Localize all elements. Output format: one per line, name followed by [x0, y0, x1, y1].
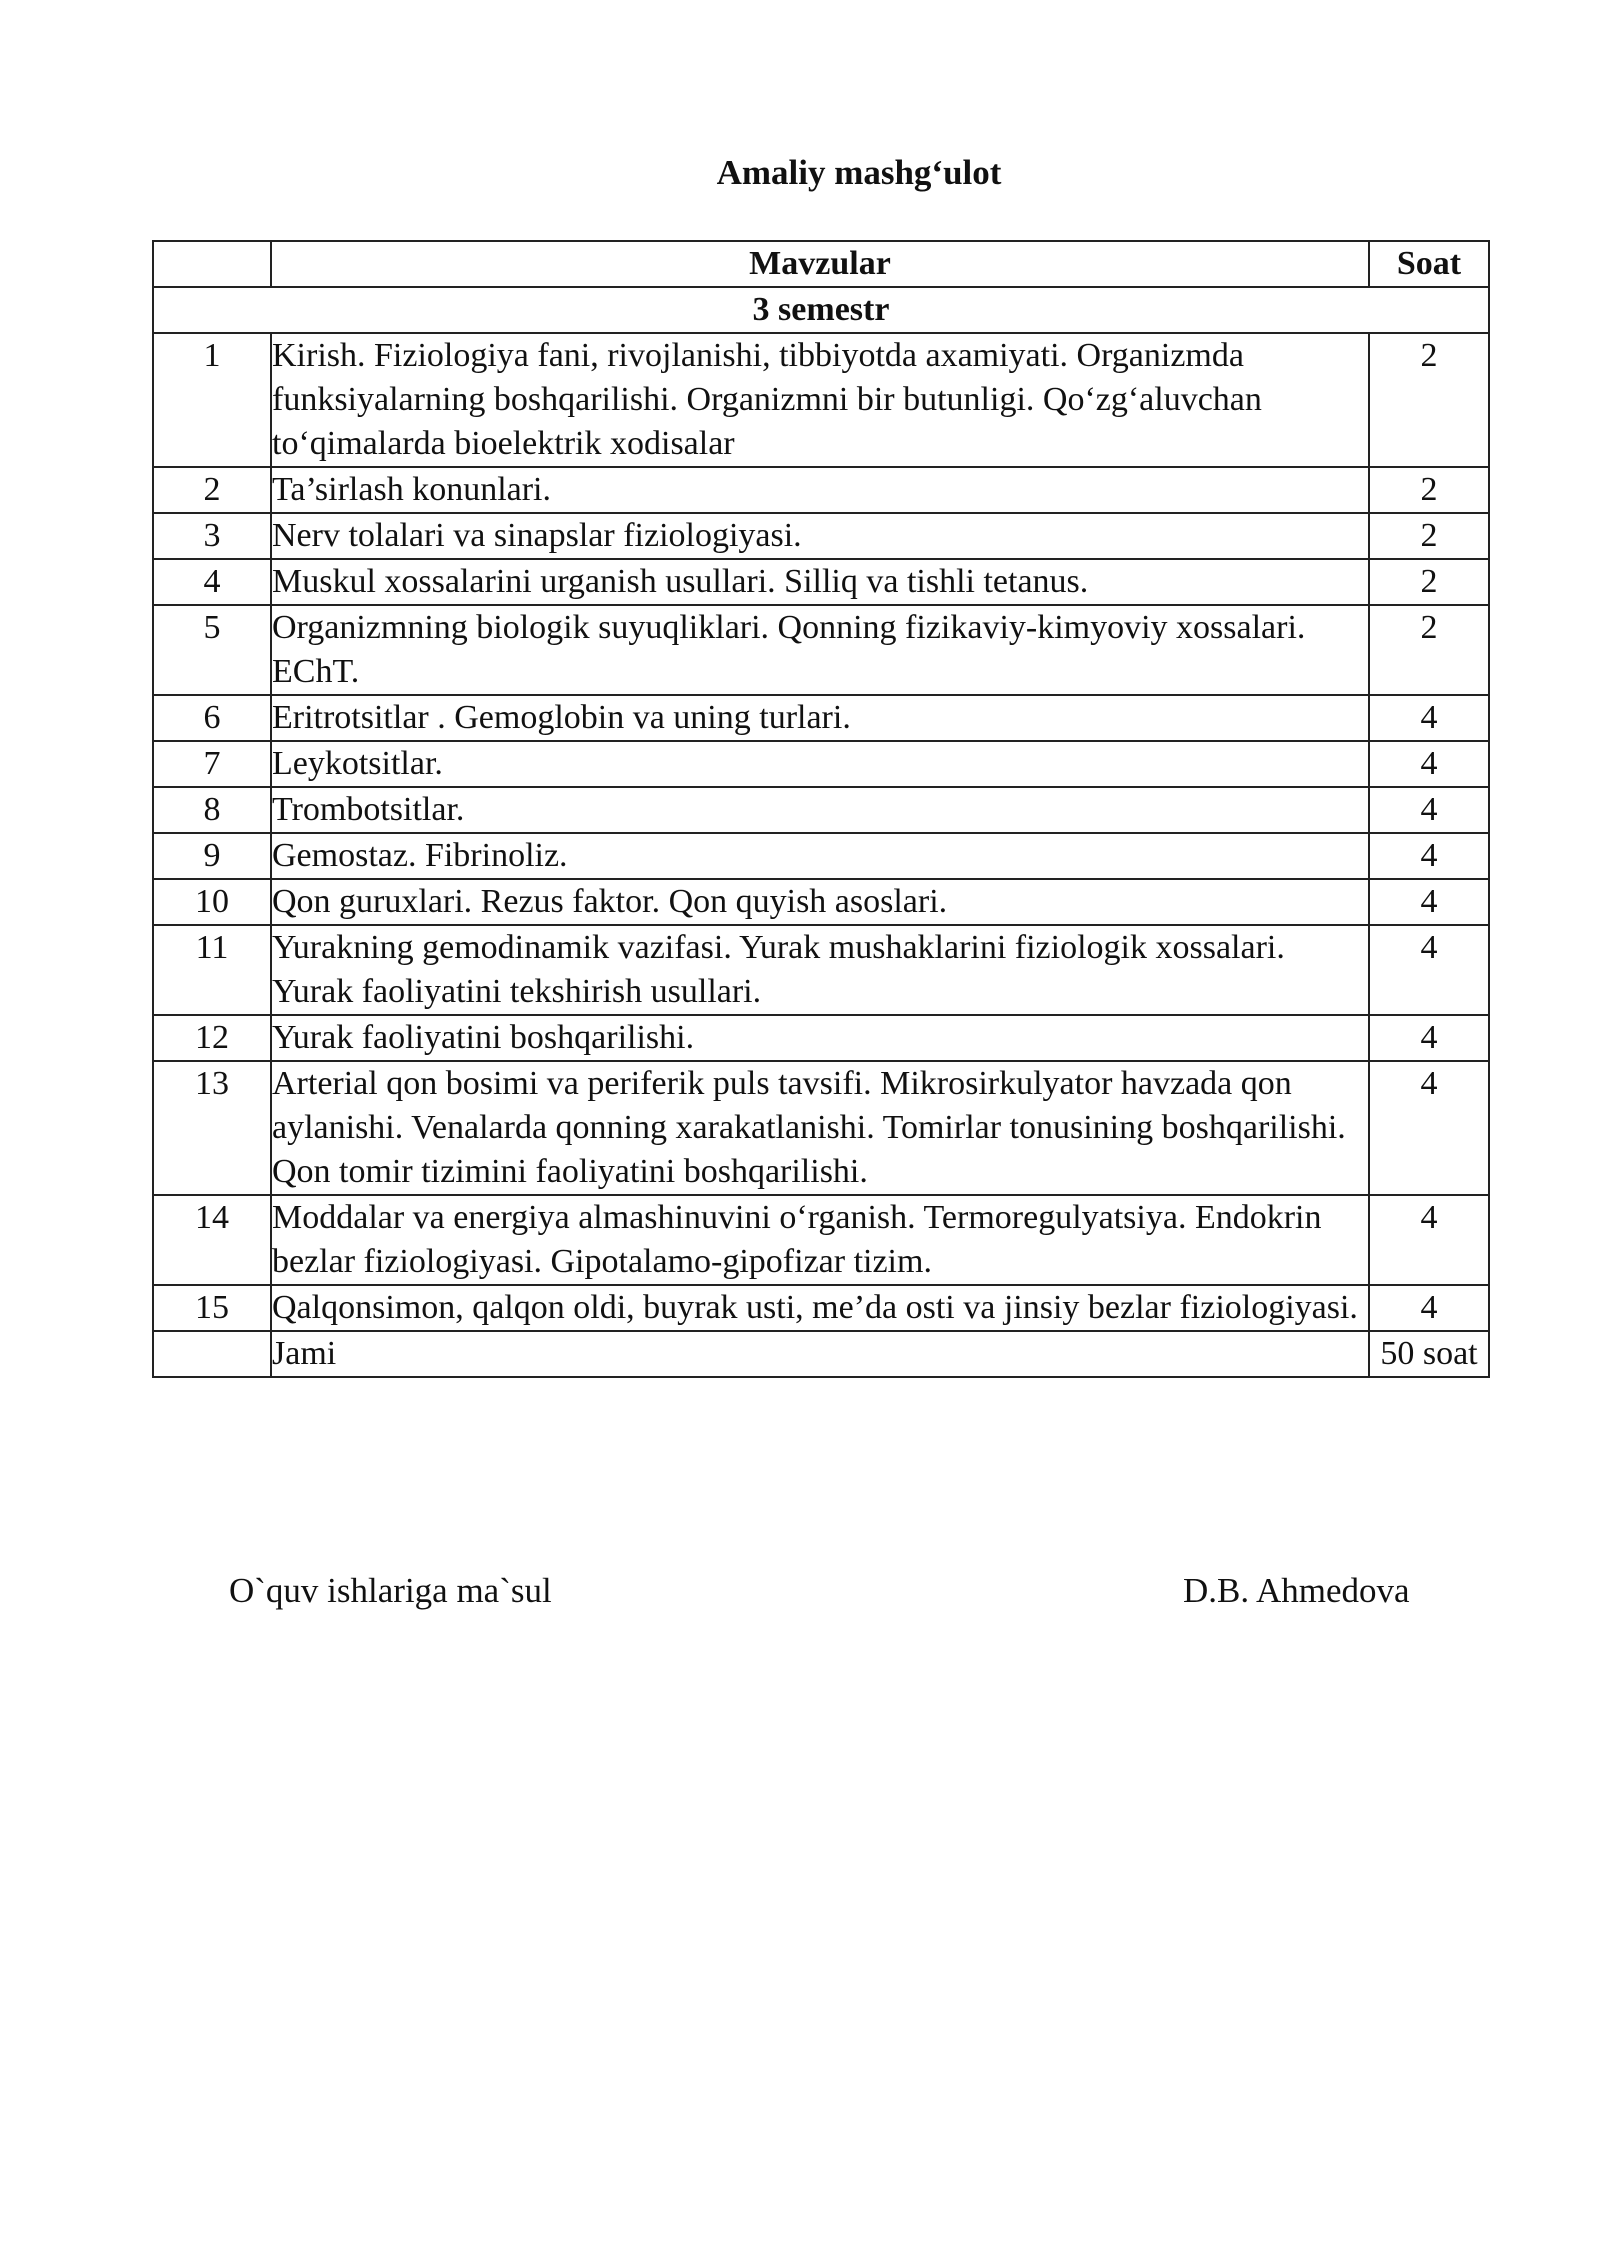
table-row: [153, 695, 1489, 741]
row-topic: Yurakning gemodinamik vazifasi. Yurak mushaklarini fiziologik xossalari. Yurak faoliyatini tekshirish usullari.: [271, 925, 1369, 1015]
table-row: [153, 333, 1489, 467]
document-title: Amaliy mashg‘ulot: [716, 153, 1002, 192]
row-topic: Ta’sirlash konunlari.: [271, 467, 1369, 513]
row-number: 13: [153, 1061, 271, 1195]
header-hours-cell: Soat: [1369, 241, 1489, 287]
row-topic: Arterial qon bosimi va periferik puls tavsifi. Mikrosirkulyator havzada qon aylanishi. Venalarda qonning xarakatlanishi. Tomirlar tonusining boshqarilishi. Qon tomir tizimini faoliyatini boshqarilishi.: [271, 1061, 1369, 1195]
row-number: 14: [153, 1195, 271, 1285]
row-topic: Muskul xossalarini urganish usullari. Silliq va tishli tetanus.: [271, 559, 1369, 605]
row-hours: 2: [1369, 467, 1489, 513]
row-number: 12: [153, 1015, 271, 1061]
total-row: [153, 1331, 1489, 1377]
row-topic: Jami: [271, 1331, 1369, 1377]
table-header-row: [153, 241, 1489, 287]
table-row: [153, 833, 1489, 879]
responsible-role: O`quv ishlariga ma`sul: [229, 1571, 552, 1610]
table-row: [153, 1195, 1489, 1285]
row-number: 9: [153, 833, 271, 879]
row-number: [153, 1331, 271, 1377]
table-body: [153, 287, 1489, 1377]
row-hours: 2: [1369, 513, 1489, 559]
row-topic: Eritrotsitlar . Gemoglobin va uning turlari.: [271, 695, 1369, 741]
lesson-plan-table: [152, 240, 1490, 1378]
row-hours: 4: [1369, 1195, 1489, 1285]
row-hours: 50 soat: [1369, 1331, 1489, 1377]
row-number: 1: [153, 333, 271, 467]
row-hours: 2: [1369, 605, 1489, 695]
header-topics-cell: Mavzular: [271, 241, 1369, 287]
row-hours: 4: [1369, 879, 1489, 925]
row-topic: Organizmning biologik suyuqliklari. Qonning fizikaviy-kimyoviy xossalari. EChT.: [271, 605, 1369, 695]
table-row: [153, 1015, 1489, 1061]
table-row: [153, 513, 1489, 559]
semester-row: [153, 287, 1489, 333]
row-number: 10: [153, 879, 271, 925]
row-number: 5: [153, 605, 271, 695]
table-row: [153, 1285, 1489, 1331]
table-row: [153, 605, 1489, 695]
table-row: [153, 787, 1489, 833]
responsible-name: D.B. Ahmedova: [1183, 1571, 1410, 1610]
row-hours: 4: [1369, 833, 1489, 879]
row-number: 11: [153, 925, 271, 1015]
row-number: 3: [153, 513, 271, 559]
row-hours: 4: [1369, 741, 1489, 787]
row-hours: 4: [1369, 787, 1489, 833]
row-number: 15: [153, 1285, 271, 1331]
table-row: [153, 925, 1489, 1015]
row-hours: 2: [1369, 559, 1489, 605]
table-row: [153, 559, 1489, 605]
table-row: [153, 1061, 1489, 1195]
semester-label: 3 semestr: [153, 287, 1489, 333]
table-row: [153, 741, 1489, 787]
row-topic: Kirish. Fiziologiya fani, rivojlanishi, tibbiyotda axamiyati. Organizmda funksiyalarning boshqarilishi. Organizmni bir butunligi. Qo‘zg‘aluvchan to‘qimalarda bioelektrik xodisalar: [271, 333, 1369, 467]
row-topic: Qon guruxlari. Rezus faktor. Qon quyish asoslari.: [271, 879, 1369, 925]
header-number-cell: [153, 241, 271, 287]
table-row: [153, 879, 1489, 925]
row-hours: 2: [1369, 333, 1489, 467]
row-number: 2: [153, 467, 271, 513]
row-number: 4: [153, 559, 271, 605]
row-number: 8: [153, 787, 271, 833]
row-topic: Nerv tolalari va sinapslar fiziologiyasi.: [271, 513, 1369, 559]
row-hours: 4: [1369, 1015, 1489, 1061]
row-hours: 4: [1369, 925, 1489, 1015]
row-topic: Yurak faoliyatini boshqarilishi.: [271, 1015, 1369, 1061]
row-topic: Leykotsitlar.: [271, 741, 1369, 787]
row-topic: Gemostaz. Fibrinoliz.: [271, 833, 1369, 879]
row-topic: Moddalar va energiya almashinuvini o‘rganish. Termoregulyatsiya. Endokrin bezlar fiziologiyasi. Gipotalamo-gipofizar tizim.: [271, 1195, 1369, 1285]
row-hours: 4: [1369, 1285, 1489, 1331]
table-row: [153, 467, 1489, 513]
row-number: 7: [153, 741, 271, 787]
row-number: 6: [153, 695, 271, 741]
row-topic: Trombotsitlar.: [271, 787, 1369, 833]
row-topic: Qalqonsimon, qalqon oldi, buyrak usti, me’da osti va jinsiy bezlar fiziologiyasi.: [271, 1285, 1369, 1331]
row-hours: 4: [1369, 1061, 1489, 1195]
row-hours: 4: [1369, 695, 1489, 741]
